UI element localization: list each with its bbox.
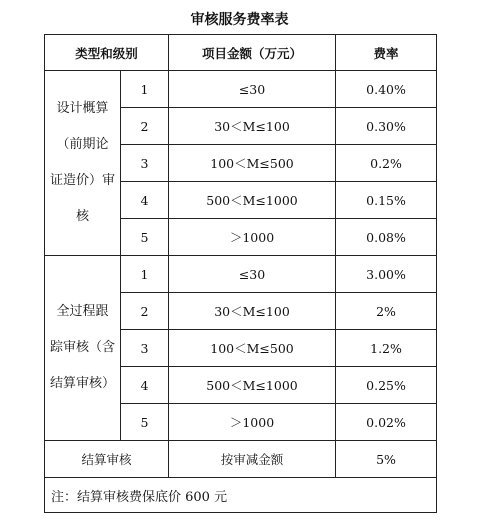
rate-cell: 0.15% xyxy=(336,182,437,219)
settlement-amount: 按审减金额 xyxy=(169,441,336,478)
note-text: 注：结算审核费保底价 600 元 xyxy=(45,478,437,513)
amount-cell: ＞1000 xyxy=(169,219,336,256)
rate-cell: 3.00% xyxy=(336,256,437,293)
category-line: 设计概算 xyxy=(56,101,109,116)
category-line: 结算审核） xyxy=(49,376,115,391)
header-amount: 项目金额（万元） xyxy=(169,35,336,71)
amount-cell: ≤30 xyxy=(169,256,336,293)
rate-cell: 2% xyxy=(336,293,437,330)
level-cell: 4 xyxy=(121,367,169,404)
rate-cell: 0.30% xyxy=(336,108,437,145)
rate-cell: 0.25% xyxy=(336,367,437,404)
amount-cell: 500＜M≤1000 xyxy=(169,367,336,404)
document-title: 审核服务费率表 xyxy=(190,12,289,28)
header-rate: 费率 xyxy=(336,35,437,71)
amount-cell: 30＜M≤100 xyxy=(169,108,336,145)
header-category: 类型和级别 xyxy=(45,35,169,71)
rate-cell: 0.08% xyxy=(336,219,437,256)
category-line: （前期论 xyxy=(56,137,109,152)
settlement-row xyxy=(45,441,437,478)
rate-cell: 0.2% xyxy=(336,145,437,182)
category-full-process xyxy=(45,256,121,441)
category-line: 踪审核（含 xyxy=(49,340,115,355)
rate-table xyxy=(44,34,437,513)
table-row xyxy=(45,256,437,293)
amount-cell: ＞1000 xyxy=(169,404,336,441)
settlement-category: 结算审核 xyxy=(45,441,169,478)
settlement-rate: 5% xyxy=(336,441,437,478)
rate-cell: 1.2% xyxy=(336,330,437,367)
note-row xyxy=(45,478,437,513)
category-design-estimate xyxy=(45,71,121,256)
category-line: 证造价）审 xyxy=(49,173,115,188)
level-cell: 4 xyxy=(121,182,169,219)
level-cell: 2 xyxy=(121,293,169,330)
level-cell: 3 xyxy=(121,330,169,367)
level-cell: 5 xyxy=(121,404,169,441)
amount-cell: 100＜M≤500 xyxy=(169,330,336,367)
amount-cell: 30＜M≤100 xyxy=(169,293,336,330)
level-cell: 5 xyxy=(121,219,169,256)
rate-cell: 0.40% xyxy=(336,71,437,108)
level-cell: 2 xyxy=(121,108,169,145)
rate-cell: 0.02% xyxy=(336,404,437,441)
level-cell: 1 xyxy=(121,71,169,108)
amount-cell: 500＜M≤1000 xyxy=(169,182,336,219)
amount-cell: ≤30 xyxy=(169,71,336,108)
table-row xyxy=(45,71,437,108)
category-line: 全过程跟 xyxy=(56,304,109,319)
level-cell: 1 xyxy=(121,256,169,293)
table-header-row xyxy=(45,35,437,71)
category-line: 核 xyxy=(75,209,89,224)
amount-cell: 100＜M≤500 xyxy=(169,145,336,182)
level-cell: 3 xyxy=(121,145,169,182)
